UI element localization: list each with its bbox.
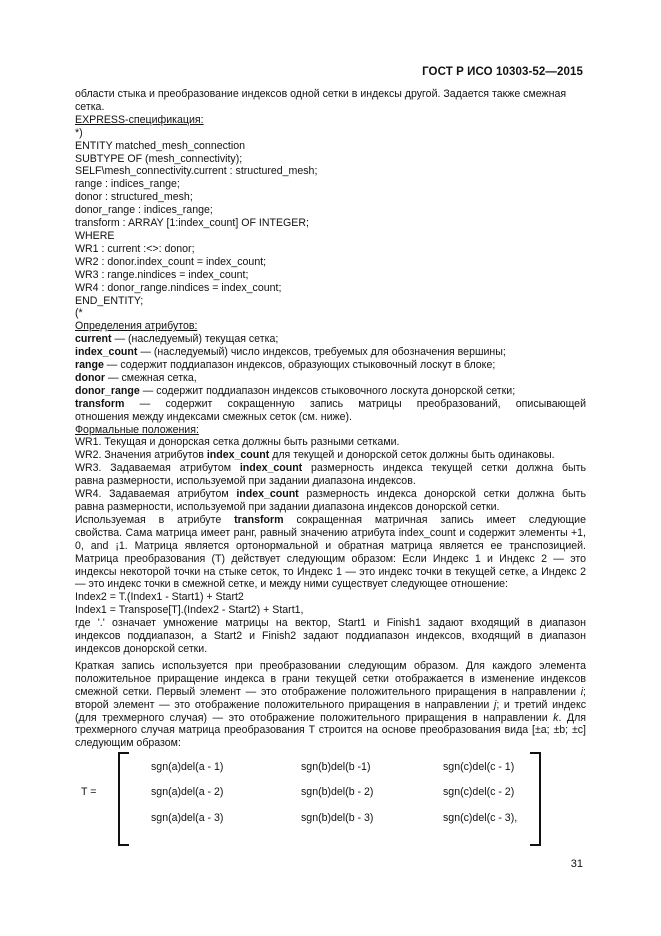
attribute-item: transform — содержит сокращенную запись матрицы преобразований, описывающей — [75, 397, 586, 410]
rule-wr4: WR4. Задаваемая атрибутом index_count размерность индекса донорской сетки должна быть — [75, 488, 586, 501]
rule-wr3: WR3. Задаваемая атрибутом index_count размерность индекса текущей сетки должна быть — [75, 462, 587, 475]
matrix-label: T = — [81, 786, 97, 798]
code-line: SUBTYPE OF (mesh_connectivity); — [75, 152, 243, 165]
code-line: range : indices_range; — [75, 178, 180, 191]
paragraph-transform: Используемая в атрибуте transform сокращенная матричная запись имеет следующие свойства. Сама матрица имеет ранг, равный значению атрибута index_count и содержит элементы +1, 0, and ¡1. Матрица является ортонормальной и обратная матрица является ее транспозицией. Матрица преобразования (T) действует следующим образом: Если Индекс 1 и Индекс 2 — это индексы некоторой точки на стыке сеток, то Индекс 1 — это индекс точки в текущей сетке, а Индекс 2 — это индекс точки в смежной сетке, и между ними существует следующее отношение: — [75, 513, 586, 591]
code-line: donor : structured_mesh; — [75, 191, 193, 204]
formula: Index2 = T.(Index1 - Start1) + Start2 — [75, 591, 244, 604]
document-code-header: ГОСТ Р ИСО 10303-52—2015 — [422, 66, 583, 78]
rule-wr2: WR2. Значения атрибутов index_count для текущей и донорской сеток должны быть одинаковы. — [75, 449, 555, 462]
attribute-item: range — содержит поддиапазон индексов, образующих стыковочный лоскут в блоке; — [75, 359, 496, 372]
rule-wr3-cont: равна размерности, используемой при задании диапазона индексов. — [75, 475, 416, 488]
page-body — [75, 88, 586, 750]
page-number: 31 — [570, 858, 583, 870]
express-heading: EXPRESS-спецификация: — [75, 113, 204, 126]
matrix-cell: sgn(b)del(b - 2) — [301, 786, 374, 798]
rule-wr4-cont: равна размерности, используемой при задании диапазона индексов донорской сетки. — [75, 501, 500, 513]
matrix-cell: sgn(c)del(c - 3), — [443, 812, 518, 824]
formal-rules — [75, 424, 586, 514]
matrix-left-bracket — [118, 752, 129, 846]
attribute-item: current — (наследуемый) текущая сетка; — [75, 333, 279, 346]
code-line: SELF\mesh_connectivity.current : structured_mesh; — [75, 165, 318, 178]
paragraph-where: где '.' означает умножение матрицы на вектор, Start1 и Finish1 задают входящий в диапазон индексов поддиапазон, а Start2 и Finish2 задают поддиапазон индексов, входящий в диапазон индексов донорской сетки. — [75, 617, 586, 655]
attribute-item: donor_range — содержит поддиапазон индексов стыковочного лоскута донорской сетки; — [75, 384, 516, 397]
attribute-definitions — [75, 320, 586, 423]
code-line: (* — [75, 307, 83, 320]
rule-wr1: WR1. Текущая и донорская сетка должны быть разными сетками. — [75, 436, 400, 449]
formula: Index1 = Transpose[T].(Index2 - Start2) + Start1, — [75, 604, 304, 617]
code-line: *) — [75, 126, 83, 139]
attribute-item: index_count — (наследуемый) число индексов, требуемых для обозначения вершины; — [75, 346, 506, 359]
code-line: END_ENTITY; — [75, 294, 144, 307]
matrix-cell: sgn(a)del(a - 3) — [151, 812, 224, 824]
code-line: WR2 : donor.index_count = index_count; — [75, 255, 267, 268]
code-line: WHERE — [75, 229, 115, 242]
code-line: WR4 : donor_range.nindices = index_count; — [75, 281, 282, 294]
paragraph-shorthand: Краткая запись используется при преобразовании следующим образом. Для каждого элемента положительное приращение индекса в грани текущей сетки отображается в изменение индексов смежной сетки. Первый элемент — это отображение положительного приращения в направлении i; второй элемент — это отображение положительного приращения в направлении j; и третий индекс (для трехмерного случая) — это отображение положительного приращения в направлении k. Для трехмерного случая матрица преобразования T строится на основе преобразования вида [±a; ±b; ±c] следующим образом: — [75, 659, 586, 750]
intro-line: сетка. — [75, 100, 105, 113]
code-line: donor_range : indices_range; — [75, 204, 213, 217]
matrix-cell: sgn(b)del(b -1) — [301, 761, 371, 773]
formula-block — [75, 591, 586, 617]
code-line: transform : ARRAY [1:index_count] OF INTEGER; — [75, 217, 309, 230]
attributes-heading: Определения атрибутов: — [75, 320, 198, 333]
code-line: ENTITY matched_mesh_connection — [75, 139, 245, 152]
matrix-right-bracket — [530, 752, 541, 846]
code-line: WR3 : range.nindices = index_count; — [75, 268, 249, 281]
matrix-cell: sgn(c)del(c - 2) — [443, 786, 515, 798]
matrix-cell: sgn(a)del(a - 1) — [151, 761, 224, 773]
transform-matrix — [75, 752, 586, 842]
attribute-item-cont: отношения между индексами смежных сеток (см. ниже). — [75, 410, 352, 423]
attribute-item: donor — смежная сетка, — [75, 371, 197, 384]
intro-line: области стыка и преобразование индексов одной сетки в индексы другой. Задается также смежная — [75, 88, 567, 100]
rules-heading: Формальные положения: — [75, 423, 199, 436]
matrix-cell: sgn(a)del(a - 2) — [151, 786, 224, 798]
express-spec — [75, 114, 586, 321]
matrix-cell: sgn(b)del(b - 3) — [301, 812, 374, 824]
code-line: WR1 : current :<>: donor; — [75, 242, 195, 255]
matrix-cell: sgn(c)del(c - 1) — [443, 761, 515, 773]
